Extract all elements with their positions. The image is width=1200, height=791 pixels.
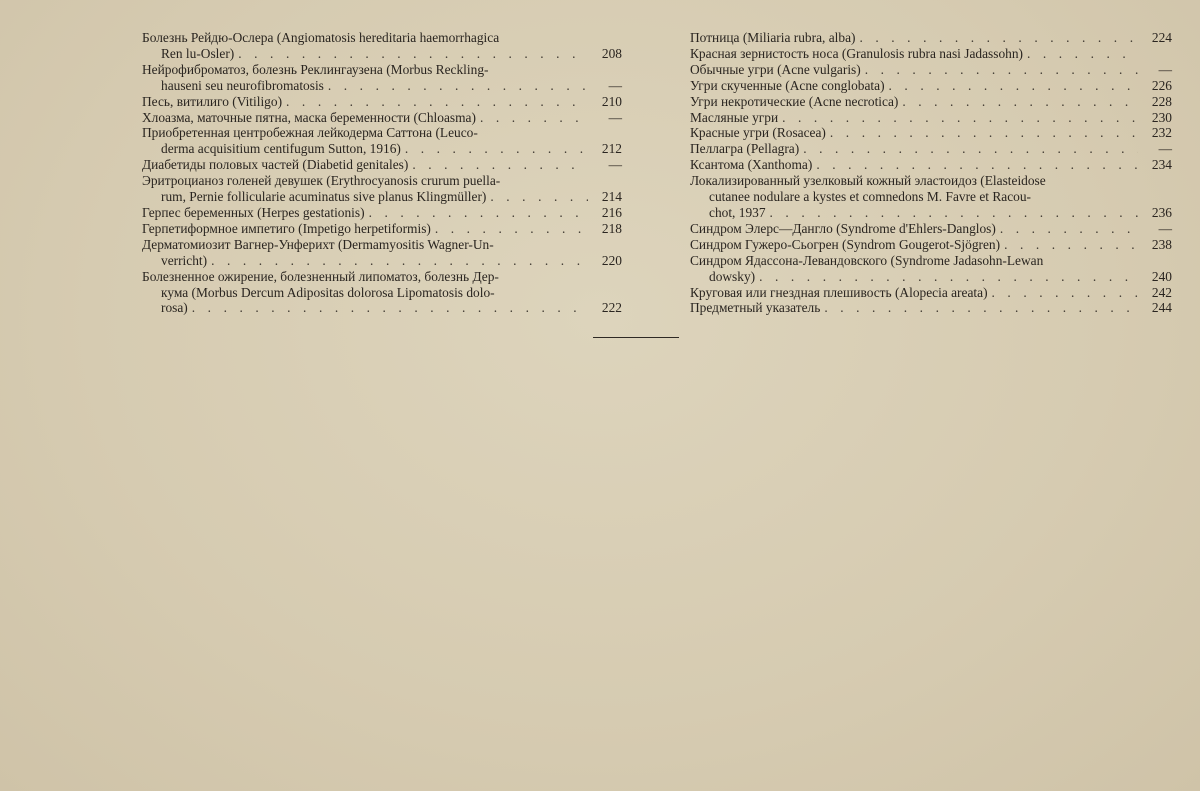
toc-entry-title: Обычные угри (Acne vulgaris) <box>690 61 861 77</box>
toc-entry <box>690 221 1172 237</box>
dot-leader <box>778 110 1138 126</box>
section-divider-rule <box>593 337 679 338</box>
toc-entry-line <box>690 285 1172 301</box>
toc-right-column <box>690 30 1172 316</box>
toc-entry <box>142 221 622 237</box>
toc-entry-title: Красная зернистость носа (Granulosis rubra nasi Jadassohn) <box>690 45 1023 61</box>
toc-page-number: 238 <box>1151 236 1172 252</box>
toc-page-number: 218 <box>601 220 622 236</box>
toc-page-number: 214 <box>601 189 622 205</box>
toc-page-number: — <box>1158 61 1172 77</box>
toc-page-number: 232 <box>1151 125 1172 141</box>
toc-entry-title: rosa) <box>161 300 188 316</box>
toc-entry <box>690 94 1172 110</box>
toc-entry-line <box>142 173 622 189</box>
toc-page-number: — <box>608 157 622 173</box>
toc-entry-title: chot, 1937 <box>709 204 766 220</box>
toc-entry-line <box>690 157 1172 173</box>
dot-leader <box>766 205 1138 221</box>
toc-entry <box>690 300 1172 316</box>
toc-entry-title: Эритроцианоз голеней девушек (Erythrocyanosis crurum puella- <box>142 173 501 189</box>
toc-page-number: 228 <box>1151 93 1172 109</box>
toc-page-number: 240 <box>1151 268 1172 284</box>
dot-leader <box>234 46 588 62</box>
dot-leader <box>1000 237 1138 253</box>
toc-entry-line <box>690 94 1172 110</box>
dot-leader <box>812 157 1138 173</box>
toc-page-number: 208 <box>601 45 622 61</box>
toc-entry-title: rum, Pernie follicularie acuminatus sive planus Klingmüller) <box>161 189 487 205</box>
toc-entry-line <box>142 141 622 157</box>
toc-entry-title: кума (Morbus Dercum Adipositas dolorosa Lipomatosis dolo- <box>161 284 495 300</box>
toc-entry-title: Нейрофиброматоз, болезнь Реклингаузена (Morbus Reckling- <box>142 61 489 77</box>
dot-leader <box>885 78 1138 94</box>
toc-entry-line <box>142 300 622 316</box>
dot-leader <box>408 157 588 173</box>
toc-entry-line <box>142 221 622 237</box>
toc-entry <box>690 125 1172 141</box>
toc-entry-line <box>690 269 1172 285</box>
dot-leader <box>996 221 1138 237</box>
dot-leader <box>1023 46 1138 62</box>
toc-entry-line <box>690 62 1172 78</box>
toc-entry-line <box>690 253 1172 269</box>
toc-entry <box>690 285 1172 301</box>
dot-leader <box>431 221 588 237</box>
toc-entry-title: derma acquisitium centifugum Sutton, 1916) <box>161 141 401 157</box>
toc-entry-line <box>690 237 1172 253</box>
toc-entry <box>142 173 622 205</box>
toc-entry-line <box>142 46 622 62</box>
toc-entry-line <box>690 173 1172 189</box>
toc-entry-title: Угри некротические (Acne necrotica) <box>690 93 899 109</box>
toc-page-number: 226 <box>1151 77 1172 93</box>
toc-entry-title: Синдром Гужеро-Сьогрен (Syndrom Gougerot-Sjögren) <box>690 236 1001 252</box>
dot-leader <box>799 141 1138 157</box>
toc-entry-title: Болезнь Рейдю-Ослера (Angiomatosis hereditaria haemorrhagica <box>142 30 500 45</box>
toc-entry <box>690 110 1172 126</box>
toc-entry-line <box>142 62 622 78</box>
toc-entry-line <box>142 237 622 253</box>
toc-entry-line <box>690 300 1172 316</box>
toc-entry-line <box>142 125 622 141</box>
toc-entry-line <box>142 253 622 269</box>
toc-page-number: 216 <box>601 204 622 220</box>
toc-entry-title: cutanee nodulare a kystes et comnedons M. Favre et Racou- <box>709 189 1032 205</box>
toc-entry-title: Болезненное ожирение, болезненный липоматоз, болезнь Дер- <box>142 268 499 284</box>
dot-leader <box>207 253 588 269</box>
toc-entry-title: Герпес беременных (Herpes gestationis) <box>142 204 365 220</box>
toc-entry <box>142 125 622 157</box>
toc-page-number: 224 <box>1151 30 1172 45</box>
toc-entry-line <box>690 189 1172 205</box>
dot-leader <box>324 78 588 94</box>
toc-entry <box>690 30 1172 46</box>
toc-page-number: 210 <box>601 93 622 109</box>
toc-entry-title: Приобретенная центробежная лейкодерма Саттона (Leuco- <box>142 125 478 141</box>
toc-entry <box>690 78 1172 94</box>
toc-entry-title: Ren lu-Osler) <box>161 45 235 61</box>
toc-page-number: 220 <box>601 252 622 268</box>
toc-entry <box>690 46 1172 62</box>
toc-entry-line <box>142 110 622 126</box>
toc-page-number: 242 <box>1151 284 1172 300</box>
toc-entry-line <box>690 125 1172 141</box>
toc-entry-line <box>690 110 1172 126</box>
toc-page-number: — <box>1158 141 1172 157</box>
toc-entry-title: dowsky) <box>709 268 756 284</box>
toc-page-number: 230 <box>1151 109 1172 125</box>
toc-entry-line <box>690 46 1172 62</box>
toc-entry-title: Диабетиды половых частей (Diabetid genitales) <box>142 157 409 173</box>
dot-leader <box>855 30 1138 46</box>
dot-leader <box>988 285 1138 301</box>
toc-page-number: — <box>1158 220 1172 236</box>
toc-entry-title: Потница (Miliaria rubra, alba) <box>690 30 856 45</box>
toc-entry <box>690 62 1172 78</box>
toc-entry-line <box>690 221 1172 237</box>
toc-entry <box>690 253 1172 285</box>
toc-entry-title: hauseni seu neurofibromatosis <box>161 77 324 93</box>
toc-entry-line <box>142 285 622 301</box>
toc-entry-title: Песь, витилиго (Vitiligo) <box>142 93 283 109</box>
dot-leader <box>188 300 588 316</box>
toc-entry <box>142 62 622 94</box>
toc-entry-title: Синдром Ядассона-Левандовского (Syndrome Jadasohn-Lewan <box>690 252 1044 268</box>
toc-entry-title: Ксантома (Xanthoma) <box>690 157 813 173</box>
toc-entry-line <box>690 141 1172 157</box>
toc-entry <box>142 269 622 317</box>
toc-left-column <box>142 30 622 316</box>
toc-entry <box>142 30 622 62</box>
dot-leader <box>365 205 588 221</box>
toc-entry-line <box>690 30 1172 46</box>
dot-leader <box>826 125 1138 141</box>
toc-entry-line <box>690 78 1172 94</box>
toc-entry-title: Предметный указатель <box>690 300 821 316</box>
toc-entry-line <box>142 78 622 94</box>
toc-entry-title: Пеллагра (Pellagra) <box>690 141 800 157</box>
toc-page-number: 236 <box>1151 204 1172 220</box>
toc-entry-title: Круговая или гнездная плешивость (Alopecia areata) <box>690 284 988 300</box>
toc-entry <box>690 157 1172 173</box>
toc-page-number: — <box>608 109 622 125</box>
dot-leader <box>486 189 588 205</box>
dot-leader <box>476 110 588 126</box>
toc-entry <box>142 110 622 126</box>
toc-entry-title: Хлоазма, маточные пятна, маска беременности (Chloasma) <box>142 109 476 125</box>
toc-entry-title: Масляные угри <box>690 109 779 125</box>
toc-page-number: 244 <box>1151 300 1172 316</box>
dot-leader <box>755 269 1138 285</box>
toc-page-number: 222 <box>601 300 622 316</box>
dot-leader <box>401 141 588 157</box>
toc-entry <box>142 237 622 269</box>
dot-leader <box>861 62 1138 78</box>
toc-entry <box>142 94 622 110</box>
toc-entry <box>690 141 1172 157</box>
toc-entry <box>142 205 622 221</box>
toc-entry <box>690 237 1172 253</box>
toc-entry-line <box>142 205 622 221</box>
dot-leader <box>898 94 1138 110</box>
toc-entry-title: Синдром Элерс—Дангло (Syndrome d'Ehlers-Danglos) <box>690 220 996 236</box>
toc-entry <box>142 157 622 173</box>
dot-leader <box>820 300 1138 316</box>
toc-entry <box>690 173 1172 221</box>
toc-page-number: — <box>608 77 622 93</box>
toc-entry-title: verricht) <box>161 252 208 268</box>
toc-entry-line <box>142 157 622 173</box>
toc-entry-title: Герпетиформное импетиго (Impetigo herpetiformis) <box>142 220 431 236</box>
toc-entry-line <box>690 205 1172 221</box>
toc-entry-title: Локализированный узелковый кожный эластоидоз (Elasteidose <box>690 173 1046 189</box>
toc-entry-title: Красные угри (Rosacea) <box>690 125 826 141</box>
toc-entry-title: Угри скученные (Acne conglobata) <box>690 77 885 93</box>
toc-page-number: 212 <box>601 141 622 157</box>
toc-entry-line <box>142 30 622 46</box>
dot-leader <box>282 94 588 110</box>
toc-entry-line <box>142 269 622 285</box>
toc-entry-line <box>142 189 622 205</box>
toc-entry-title: Дерматомиозит Вагнер-Унферихт (Dermamyositis Wagner-Un- <box>142 236 494 252</box>
toc-page-number: 234 <box>1151 157 1172 173</box>
toc-entry-line <box>142 94 622 110</box>
